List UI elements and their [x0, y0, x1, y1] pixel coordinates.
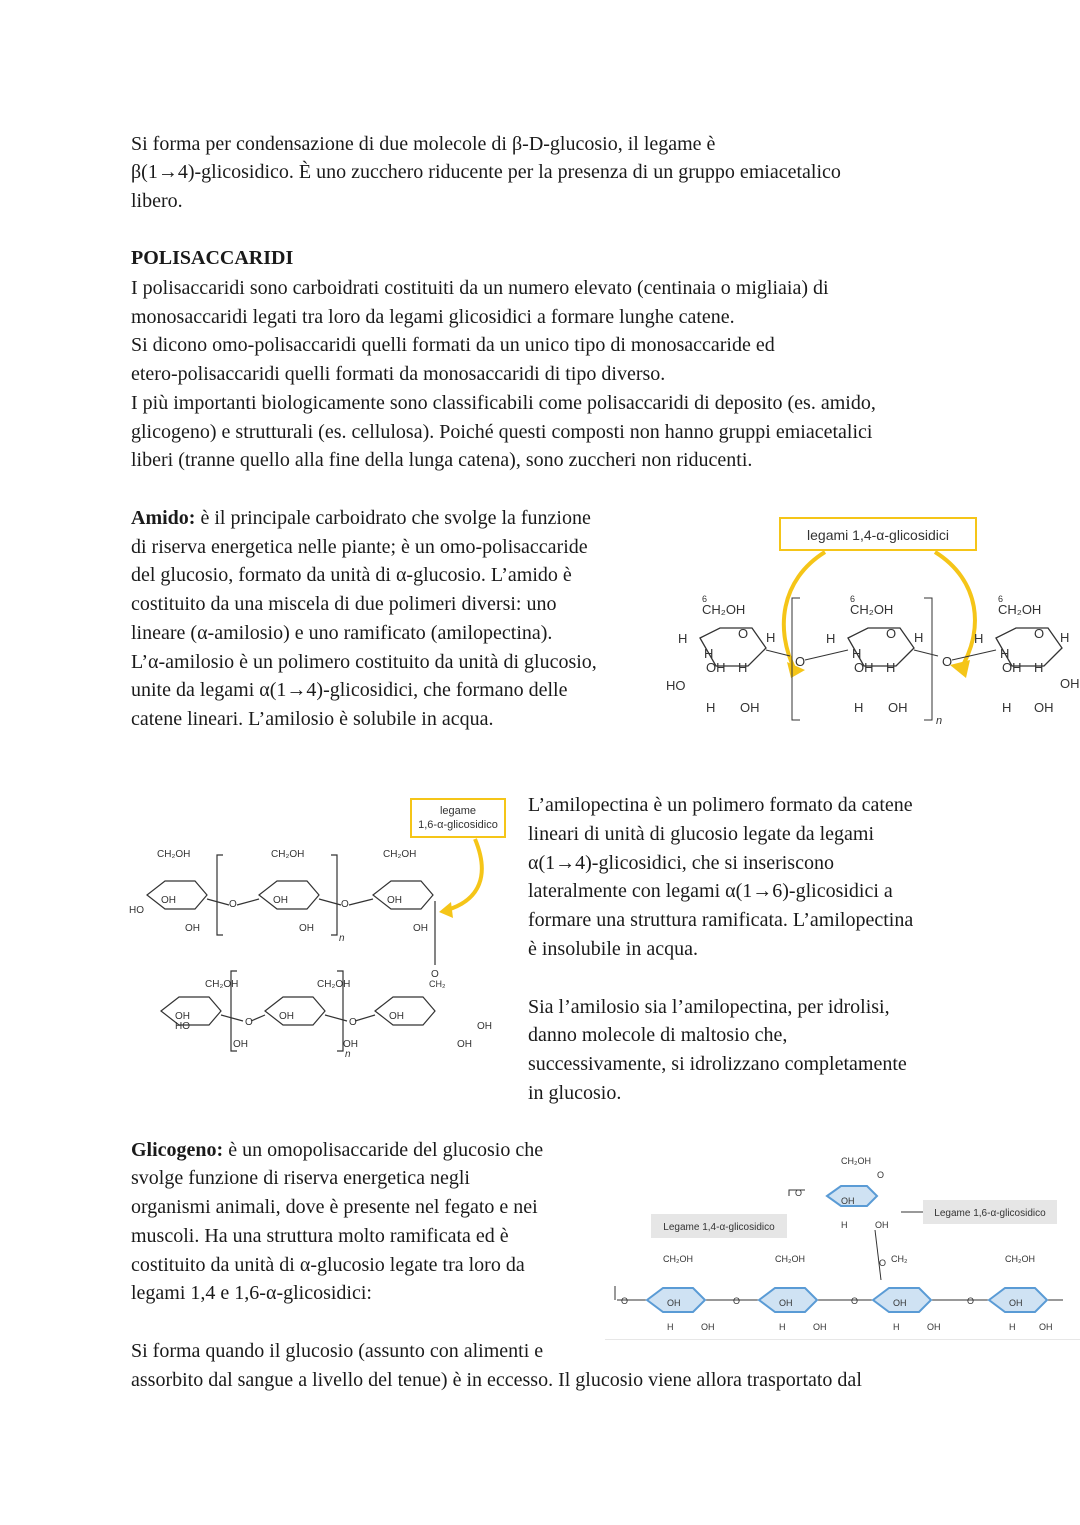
svg-text:O: O: [733, 1296, 741, 1306]
svg-text:OH: OH: [893, 1298, 907, 1308]
polisaccaridi-line-5: I più importanti biologicamente sono classificabili come polisaccaridi di deposito (es. amido,: [131, 392, 876, 414]
arrow-left: [784, 552, 825, 670]
svg-text:H: H: [854, 700, 864, 715]
idrolisi-line-2: danno molecole di maltosio che,: [528, 1024, 788, 1046]
amido-line-4: costituito da una miscela di due polimeri diversi: uno: [131, 593, 557, 615]
amilopectina-label-line1: legame: [439, 805, 477, 817]
svg-text:O: O: [967, 1296, 975, 1306]
svg-text:OH: OH: [1009, 1298, 1023, 1308]
amilopectina-label-line2: 1,6-α-glicosidico: [418, 819, 498, 831]
polisaccaridi-line-1: I polisaccaridi sono carboidrati costituiti da un numero elevato (centinaia o migliaia) di: [131, 277, 829, 299]
amilopectina-structure-figure: [125, 795, 515, 1085]
amilopectina-arrow-head: [439, 902, 453, 918]
svg-text:OH: OH: [175, 1011, 190, 1022]
svg-text:H: H: [1000, 646, 1010, 661]
glicogeno-term: Glicogeno:: [131, 1139, 224, 1161]
svg-text:OH: OH: [413, 923, 428, 934]
svg-text:OH: OH: [233, 1039, 248, 1050]
amido-line-3: del glucosio, formato da unità di α-glucosio. L’amido è: [131, 564, 572, 586]
amido-line-7: unite da legami α(1→4)-glicosidici, che formano delle: [131, 679, 568, 701]
glicogeno-line-1: [131, 1136, 543, 1165]
polisaccaridi-line-2: monosaccaridi legati tra loro da legami glicosidici a formare lunghe catene.: [131, 306, 735, 328]
svg-text:H: H: [826, 631, 836, 646]
svg-text:O: O: [795, 654, 806, 669]
amilopectina-arrow: [447, 839, 482, 910]
svg-text:6: 6: [998, 594, 1004, 604]
svg-text:O: O: [795, 1188, 803, 1198]
svg-text:OH: OH: [273, 895, 288, 906]
svg-text:CH₂OH: CH₂OH: [383, 849, 417, 860]
amilopectina-line-4: lateralmente con legami α(1→6)-glicosidici a: [528, 880, 893, 902]
svg-text:OH: OH: [888, 700, 908, 715]
svg-text:O: O: [877, 1170, 885, 1180]
svg-text:OH: OH: [477, 1021, 492, 1032]
amilopectina-line-6: è insolubile in acqua.: [528, 938, 698, 960]
svg-text:O: O: [229, 899, 237, 910]
svg-text:OH: OH: [185, 923, 200, 934]
svg-text:O: O: [851, 1296, 859, 1306]
amido-line-6: L’α-amilosio è un polimero costituito da unità di glucosio,: [131, 651, 597, 673]
svg-text:O: O: [879, 1258, 887, 1268]
svg-text:H: H: [766, 630, 776, 645]
idrolisi-line-3: successivamente, si idrolizzano completamente: [528, 1053, 907, 1075]
intro-line-3: libero.: [131, 190, 183, 212]
svg-text:OH: OH: [854, 660, 874, 675]
svg-text:O: O: [431, 969, 439, 980]
svg-text:OH: OH: [1060, 676, 1080, 691]
svg-text:O: O: [738, 626, 749, 641]
amilopectina-line-5: formare una struttura ramificata. L’amilopectina: [528, 909, 914, 931]
svg-text:CH₂: CH₂: [429, 979, 446, 989]
svg-text:OH: OH: [779, 1298, 793, 1308]
svg-text:OH: OH: [343, 1039, 358, 1050]
svg-text:CH₂OH: CH₂OH: [663, 1254, 693, 1264]
svg-text:OH: OH: [667, 1298, 681, 1308]
svg-text:OH: OH: [1002, 660, 1022, 675]
glicogeno-tail-line-1: Si forma quando il glucosio (assunto con alimenti e: [131, 1340, 544, 1362]
svg-text:H: H: [706, 700, 716, 715]
svg-text:H: H: [1009, 1322, 1016, 1332]
amido-line-2: di riserva energetica nelle piante; è un omo-polisaccaride: [131, 536, 588, 558]
svg-text:CH₂OH: CH₂OH: [157, 849, 191, 860]
svg-text:H: H: [667, 1322, 674, 1332]
glicogeno-label-right: Legame 1,6-α-glicosidico: [934, 1208, 1046, 1219]
svg-text:OH: OH: [299, 923, 314, 934]
svg-text:CH₂OH: CH₂OH: [1005, 1254, 1035, 1264]
svg-text:H: H: [1060, 630, 1070, 645]
svg-text:6: 6: [702, 594, 708, 604]
amido-line-8: catene lineari. L’amilosio è solubile in acqua.: [131, 708, 494, 730]
svg-text:O: O: [341, 899, 349, 910]
svg-text:H: H: [738, 660, 748, 675]
svg-text:HO: HO: [129, 905, 144, 916]
glicogeno-line-5: costituito da unità di α-glucosio legate tra loro da: [131, 1254, 525, 1276]
amilopectina-line-1: L’amilopectina è un polimero formato da catene: [528, 794, 913, 816]
intro-line-1: Si forma per condensazione di due molecole di β-D-glucosio, il legame è: [131, 133, 716, 155]
idrolisi-line-1: Sia l’amilosio sia l’amilopectina, per idrolisi,: [528, 996, 890, 1018]
svg-text:OH: OH: [706, 660, 726, 675]
svg-text:OH: OH: [161, 895, 176, 906]
svg-text:6: 6: [850, 594, 856, 604]
glicogeno-line-6: legami 1,4 e 1,6-α-glicosidici:: [131, 1282, 372, 1304]
amido-term: Amido:: [131, 507, 196, 529]
svg-text:H: H: [893, 1322, 900, 1332]
svg-text:HO: HO: [666, 678, 686, 693]
svg-text:n: n: [936, 715, 943, 727]
arrow-right-head: [950, 660, 970, 678]
section-heading-polisaccaridi: POLISACCARIDI: [131, 247, 294, 269]
svg-text:CH₂OH: CH₂OH: [841, 1156, 871, 1166]
svg-text:OH: OH: [740, 700, 760, 715]
svg-text:CH₂OH: CH₂OH: [317, 979, 351, 990]
svg-text:OH: OH: [841, 1196, 855, 1206]
svg-text:OH: OH: [1034, 700, 1054, 715]
glicogeno-label-left: Legame 1,4-α-glicosidico: [663, 1222, 775, 1233]
glicogeno-line-3: organismi animali, dove è presente nel fegato e nei: [131, 1196, 538, 1218]
svg-text:CH₂OH: CH₂OH: [702, 602, 746, 617]
svg-text:CH₂OH: CH₂OH: [205, 979, 239, 990]
glicogeno-first-rest: è un omopolisaccaride del glucosio che: [223, 1139, 544, 1161]
svg-text:CH₂: CH₂: [891, 1254, 908, 1264]
svg-text:H: H: [974, 631, 984, 646]
svg-text:O: O: [349, 1017, 357, 1028]
amido-first-rest: è il principale carboidrato che svolge la funzione: [195, 507, 591, 529]
svg-text:H: H: [1034, 660, 1044, 675]
svg-text:H: H: [1002, 700, 1012, 715]
glicogeno-tail-line-2: assorbito dal sangue a livello del tenue) è in eccesso. Il glucosio viene allora trasportato dal: [131, 1369, 862, 1391]
svg-text:OH: OH: [875, 1220, 889, 1230]
svg-text:n: n: [339, 933, 345, 944]
svg-text:H: H: [914, 630, 924, 645]
svg-text:n: n: [345, 1049, 351, 1060]
idrolisi-line-4: in glucosio.: [528, 1082, 622, 1104]
svg-text:OH: OH: [927, 1322, 941, 1332]
glicogeno-structure-figure: [605, 1140, 1080, 1340]
polisaccaridi-line-4: etero-polisaccaridi quelli formati da monosaccaridi di tipo diverso.: [131, 363, 666, 385]
svg-text:CH₂OH: CH₂OH: [998, 602, 1042, 617]
svg-text:O: O: [245, 1017, 253, 1028]
intro-line-2: β(1→4)-glicosidico. È uno zucchero riducente per la presenza di un gruppo emiacetalico: [131, 161, 841, 183]
polisaccaridi-line-7: liberi (tranne quello alla fine della lunga catena), sono zuccheri non riducenti.: [131, 449, 753, 471]
svg-text:O: O: [942, 654, 953, 669]
glicogeno-line-4: muscoli. Ha una struttura molto ramificata ed è: [131, 1225, 509, 1247]
svg-text:CH₂OH: CH₂OH: [850, 602, 894, 617]
amilopectina-line-3: α(1→4)-glicosidici, che si inseriscono: [528, 852, 834, 874]
svg-text:CH₂OH: CH₂OH: [271, 849, 305, 860]
svg-text:OH: OH: [387, 895, 402, 906]
svg-text:OH: OH: [389, 1011, 404, 1022]
glicogeno-line-2: svolge funzione di riserva energetica negli: [131, 1167, 470, 1189]
arrow-right: [935, 552, 975, 670]
svg-text:O: O: [1034, 626, 1045, 641]
amilosio-structure-figure: [660, 510, 1080, 740]
svg-text:H: H: [704, 646, 714, 661]
polisaccaridi-line-3: Si dicono omo-polisaccaridi quelli formati da un unico tipo di monosaccaride ed: [131, 334, 775, 356]
svg-text:H: H: [678, 631, 688, 646]
amido-line-5: lineare (α-amilosio) e uno ramificato (amilopectina).: [131, 622, 553, 644]
svg-text:O: O: [621, 1296, 629, 1306]
svg-text:H: H: [852, 646, 862, 661]
svg-text:OH: OH: [457, 1039, 472, 1050]
svg-text:OH: OH: [1039, 1322, 1053, 1332]
svg-text:HO: HO: [175, 1021, 190, 1032]
svg-text:O: O: [886, 626, 897, 641]
svg-text:H: H: [779, 1322, 786, 1332]
svg-text:OH: OH: [813, 1322, 827, 1332]
svg-text:CH₂OH: CH₂OH: [775, 1254, 805, 1264]
svg-text:H: H: [886, 660, 896, 675]
polisaccaridi-line-6: glicogeno) e strutturali (es. cellulosa). Poiché questi composti non hanno gruppi emiacetalici: [131, 421, 873, 443]
amilopectina-line-2: lineari di unità di glucosio legate da legami: [528, 823, 875, 845]
svg-text:H: H: [841, 1220, 848, 1230]
svg-text:OH: OH: [279, 1011, 294, 1022]
amido-line-1: [131, 504, 591, 533]
svg-text:OH: OH: [701, 1322, 715, 1332]
amilosio-label: legami 1,4-α-glicosidici: [807, 527, 949, 543]
